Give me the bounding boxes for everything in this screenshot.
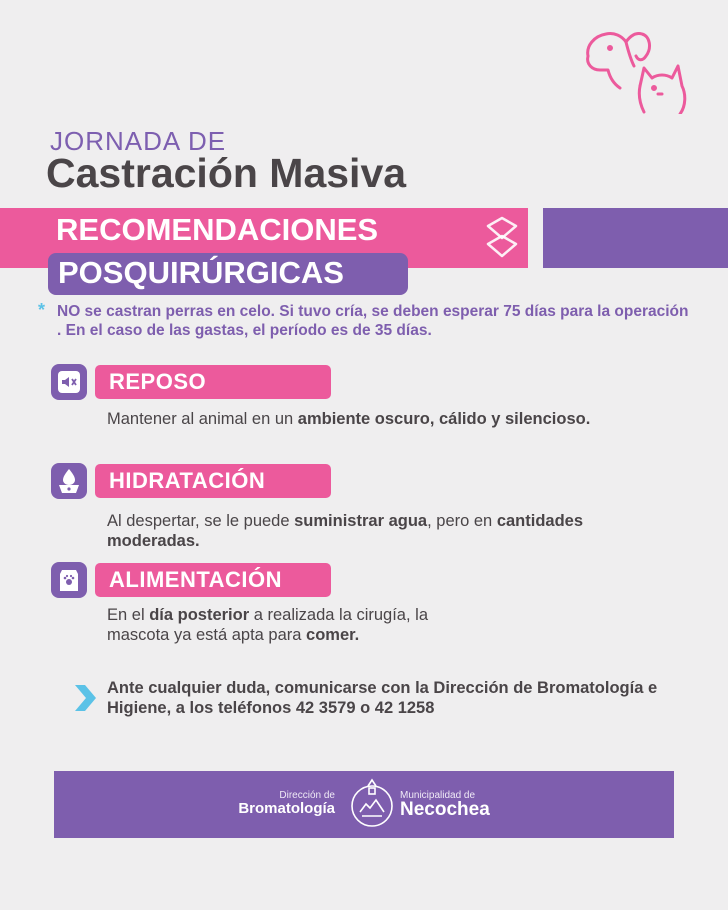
page-title: Castración Masiva [46, 150, 407, 196]
municipal-seal-icon [348, 778, 396, 830]
section-title-reposo: REPOSO [95, 365, 331, 399]
desc-part: comer. [306, 626, 360, 644]
banner-purple-band [543, 208, 728, 268]
footer-direction-small: Dirección de [279, 790, 335, 801]
contact-text: Ante cualquier duda, comunicarse con la Dirección de Bromatología e Higiene, a los teléfonos 42 3579 o 42 1258 [107, 679, 658, 717]
desc-part: , pero en [427, 512, 497, 530]
chevron-right-icon [72, 683, 98, 713]
muted-speaker-icon [51, 364, 87, 400]
section-desc-hidratacion [107, 511, 627, 551]
banner-line-1: RECOMENDACIONES [56, 212, 379, 247]
desc-part: Al despertar, se le puede [107, 512, 295, 530]
footer-direction-name: Bromatología [238, 800, 335, 817]
event-kicker: JORNADA DE [50, 126, 227, 156]
note-bullet-asterisk: * [38, 300, 46, 320]
section-title-alimentacion: ALIMENTACIÓN [95, 563, 331, 597]
section-icon-box-hidratacion [51, 463, 87, 499]
section-icon-box-alimentacion [51, 562, 87, 598]
footer-municipality-name: Necochea [400, 799, 490, 820]
section-desc-alimentacion [107, 605, 487, 645]
note-text: NO se castran perras en celo. Si tuvo cría, se deben esperar 75 días para la operación . En el caso de las gastas, el período es de 35 días. [57, 303, 689, 339]
desc-part: ambiente oscuro, cálido y silencioso. [297, 410, 591, 428]
section-title-hidratacion: HIDRATACIÓN [95, 464, 331, 498]
double-chevron-down-icon [484, 216, 520, 260]
section-icon-box-reposo [51, 364, 87, 400]
desc-part: a realizada la cirugía, la mascota ya está apta para [107, 606, 428, 644]
desc-part: suministrar agua [294, 512, 428, 530]
banner-line-2: POSQUIRÚRGICAS [58, 255, 344, 290]
desc-part: Mantener al animal en un [107, 410, 298, 428]
desc-part: En el [107, 606, 150, 624]
desc-part: cantidades moderadas. [107, 512, 584, 550]
footer-municipality-small: Municipalidad de [400, 790, 476, 801]
dog-cat-outline-icon [580, 26, 692, 114]
water-bowl-icon [51, 463, 87, 499]
desc-part: día posterior [149, 606, 250, 624]
pet-food-bag-icon [51, 562, 87, 598]
section-desc-reposo [107, 409, 627, 429]
